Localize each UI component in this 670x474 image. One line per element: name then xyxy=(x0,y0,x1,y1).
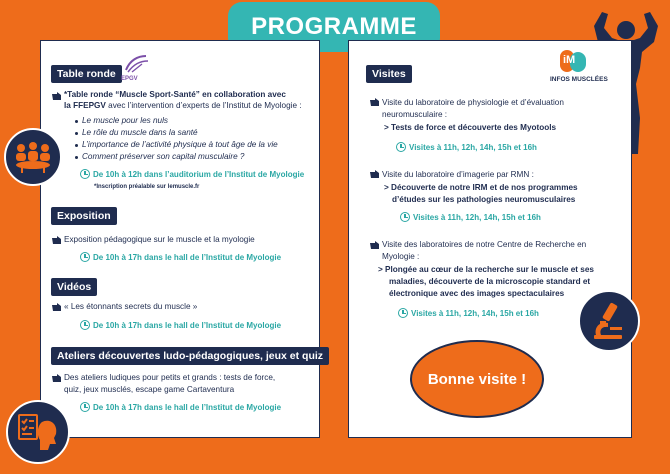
pointing-hand-icon xyxy=(369,169,380,179)
visite-1-bold: > Tests de force et découverte des Myotools xyxy=(384,123,557,132)
visite-3-time: Visites à 11h, 12h, 14h, 15h et 16h xyxy=(398,308,539,318)
list-item: Le muscle pour les nuls xyxy=(82,116,169,125)
pointing-hand-icon xyxy=(51,302,62,312)
pointing-hand-icon xyxy=(51,91,62,101)
section-title-videos: Vidéos xyxy=(51,278,97,296)
visite-2-text: Visite du laboratoire d’imagerie par RMN : xyxy=(382,170,534,179)
exposition-time: De 10h à 17h dans le hall de l’Institut de Myologie xyxy=(80,252,281,262)
list-item: Comment préserver son capital musculaire ? xyxy=(82,152,245,161)
exposition-text: Exposition pédagogique sur le muscle et la myologie xyxy=(64,235,255,244)
clock-icon xyxy=(398,308,408,318)
ateliers-text-line2: quiz, jeux musclés, escape game Cartaventura xyxy=(64,385,235,394)
visite-2-time: Visites à 11h, 12h, 14h, 15h et 16h xyxy=(400,212,541,222)
list-item: L’importance de l’activité physique à tout âge de la vie xyxy=(82,140,278,149)
microscope-icon xyxy=(590,301,628,341)
bullet xyxy=(75,132,78,135)
videos-time: De 10h à 17h dans le hall de l’Institut de Myologie xyxy=(80,320,281,330)
bullet xyxy=(75,144,78,147)
clock-icon xyxy=(80,169,90,179)
visite-2-bold-line1: > Découverte de notre IRM et de nos programmes xyxy=(384,183,578,192)
visite-1-text-line2: neuromusculaire : xyxy=(382,110,448,119)
infos-muscles-logo-text: INFOS MUSCLÉES xyxy=(550,76,608,83)
visite-3-bold-line1: > Plongée au cœur de la recherche sur le muscle et ses xyxy=(378,265,594,274)
section-title-ateliers: Ateliers découvertes ludo-pédagogiques, jeux et quiz xyxy=(51,347,329,365)
table-ronde-intro-line2: la FFEPGV avec l’intervention d’experts de l’Institut de Myologie : xyxy=(64,101,302,110)
clock-icon xyxy=(80,402,90,412)
quiz-head-icon xyxy=(6,400,70,464)
visite-3-bold-line3: électronique avec des images spectaculaires xyxy=(389,289,565,298)
section-title-exposition: Exposition xyxy=(51,207,117,225)
table-ronde-time: De 10h à 12h dans l’auditorium de l’Institut de Myologie xyxy=(80,169,304,179)
epgv-logo-text: EPGV xyxy=(121,76,138,82)
bullet xyxy=(75,120,78,123)
clock-icon xyxy=(396,142,406,152)
clock-icon xyxy=(400,212,410,222)
pointing-hand-icon xyxy=(369,97,380,107)
microscope-circle xyxy=(578,290,640,352)
pointing-hand-icon xyxy=(369,240,380,250)
list-item: Le rôle du muscle dans la santé xyxy=(82,128,198,137)
section-title-visites: Visites xyxy=(366,65,412,83)
logo-mark-text: iM xyxy=(563,54,576,66)
table-ronde-intro: *Table ronde “Muscle Sport-Santé” en collaboration avec xyxy=(64,90,286,99)
bonne-visite-badge: Bonne visite ! xyxy=(410,340,544,418)
checklist-icon xyxy=(16,412,60,452)
visite-3-text-line2: Myologie : xyxy=(382,252,420,261)
clock-icon xyxy=(80,320,90,330)
round-table-icon xyxy=(4,128,62,186)
visite-3-text: Visite des laboratoires de notre Centre de Recherche en xyxy=(382,240,587,249)
visite-1-time: Visites à 11h, 12h, 14h, 15h et 16h xyxy=(396,142,537,152)
section-title-table-ronde: Table ronde xyxy=(51,65,122,83)
ateliers-time: De 10h à 17h dans le hall de l’Institut de Myologie xyxy=(80,402,281,412)
pointing-hand-icon xyxy=(51,235,62,245)
people-icon xyxy=(13,141,53,173)
ateliers-text-line1: Des ateliers ludiques pour petits et grands : tests de force, xyxy=(64,373,276,382)
visite-1-text: Visite du laboratoire de physiologie et d’évaluation xyxy=(382,98,564,107)
clock-icon xyxy=(80,252,90,262)
videos-text: « Les étonnants secrets du muscle » xyxy=(64,302,198,311)
bullet xyxy=(75,156,78,159)
table-ronde-note: *Inscription préalable sur lemuscle.fr xyxy=(94,184,200,190)
visite-3-bold-line2: maladies, découverte de la microscopie standard et xyxy=(389,277,591,286)
infos-muscles-logo xyxy=(560,50,588,74)
visite-2-bold-line2: d’études sur les pathologies neuromusculaires xyxy=(392,195,576,204)
pointing-hand-icon xyxy=(51,373,62,383)
programme-banner: PROGRAMME xyxy=(228,2,440,52)
